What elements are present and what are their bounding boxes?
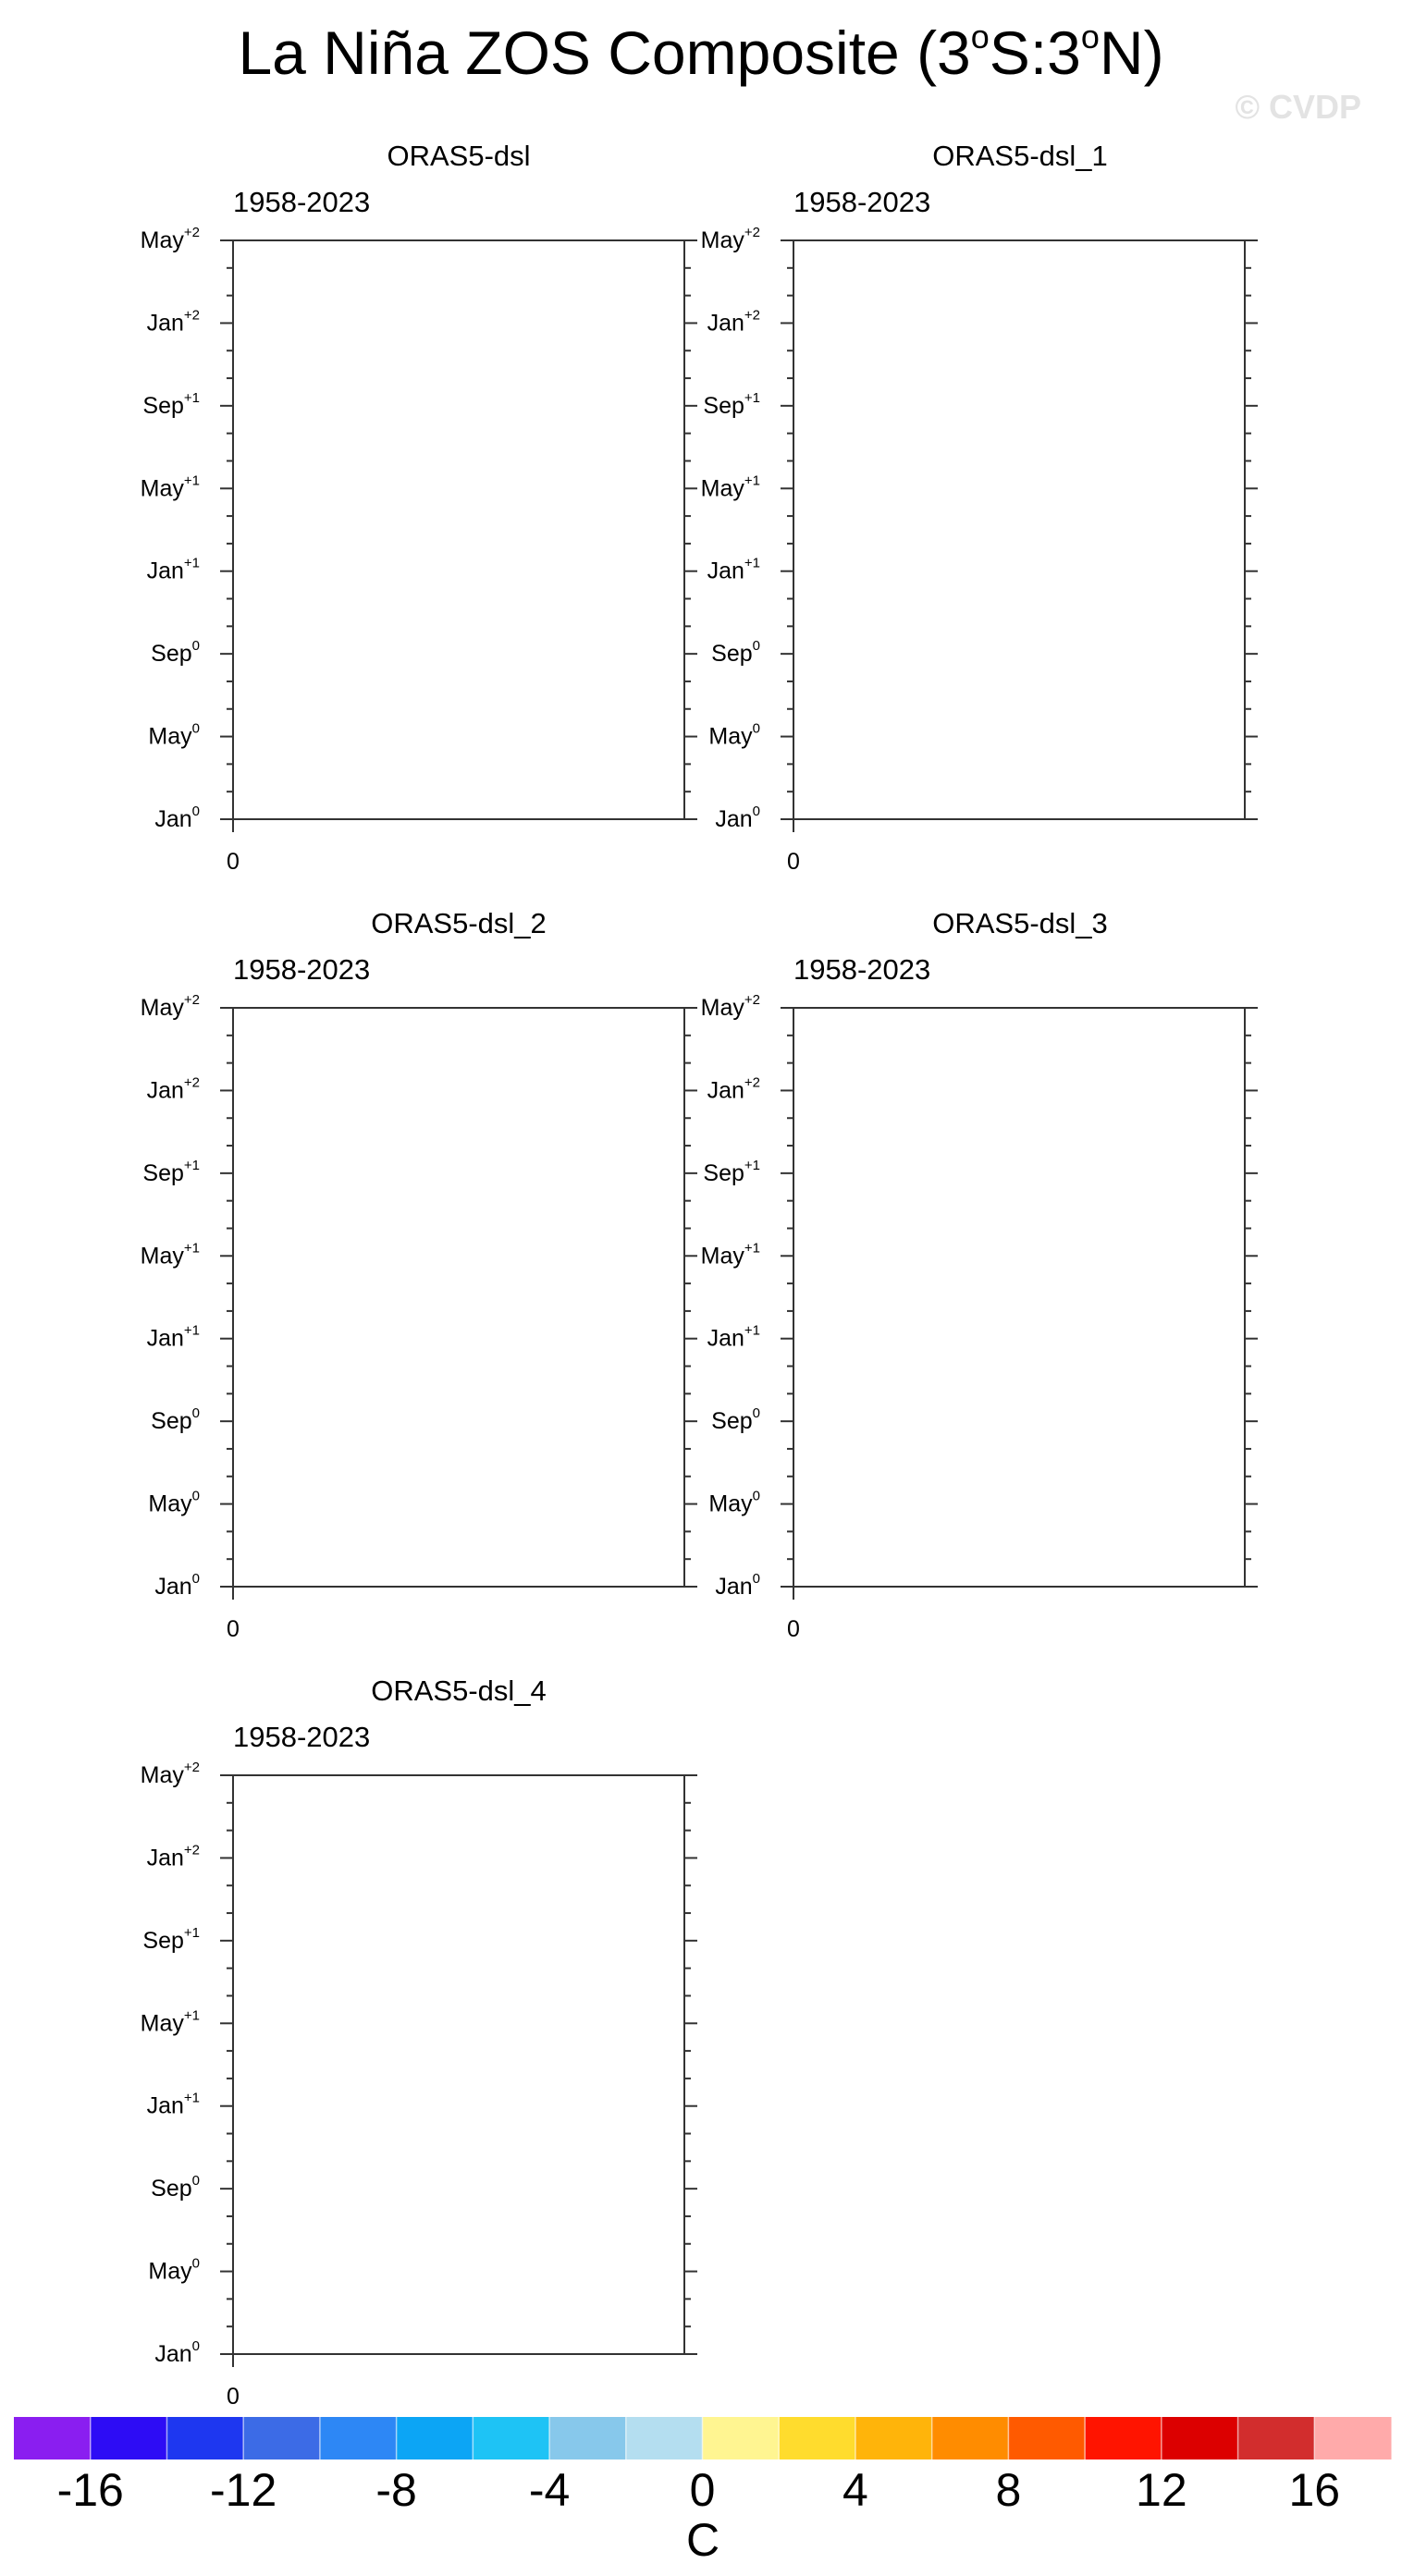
y-tick-superscript: +2 <box>183 992 200 1008</box>
colorbar-swatch <box>549 2417 626 2459</box>
y-tick-superscript: 0 <box>191 2255 200 2272</box>
y-tick-superscript: 0 <box>752 1488 760 1504</box>
colorbar-label: -16 <box>56 2464 124 2516</box>
y-tick-superscript: +2 <box>183 307 200 324</box>
y-tick-superscript: +1 <box>183 472 200 489</box>
y-tick-month: Sep <box>142 392 184 419</box>
y-tick-superscript: 0 <box>191 1571 200 1587</box>
colorbar-swatch <box>932 2417 1009 2459</box>
colorbar-label: 12 <box>1136 2464 1187 2516</box>
colorbar-swatch <box>1314 2417 1391 2459</box>
colorbar-swatch <box>166 2417 243 2459</box>
panel-title: ORAS5-dsl_4 <box>371 1674 547 1707</box>
y-tick-month: Jan <box>146 310 184 337</box>
y-tick-month: Sep <box>711 641 753 668</box>
y-tick-month: Sep <box>142 1927 184 1954</box>
colorbar-label: 8 <box>995 2464 1022 2516</box>
colorbar-swatch <box>1162 2417 1238 2459</box>
y-tick-superscript: +1 <box>183 389 200 406</box>
y-tick-month: Jan <box>146 1077 184 1104</box>
y-tick-superscript: +1 <box>744 1240 760 1257</box>
panel-subtitle: 1958-2023 <box>233 186 371 218</box>
y-tick-superscript: +1 <box>183 1157 200 1173</box>
colorbar-swatch <box>703 2417 780 2459</box>
y-tick-month: Sep <box>142 1159 184 1186</box>
colorbar-swatch <box>1238 2417 1315 2459</box>
y-tick-superscript: 0 <box>752 1405 760 1422</box>
y-tick-month: Sep <box>151 641 192 668</box>
panel-subtitle: 1958-2023 <box>233 1721 371 1753</box>
x-tick-label: 0 <box>227 2384 240 2410</box>
colorbar-label: 4 <box>842 2464 868 2516</box>
y-tick-superscript: +2 <box>744 1074 760 1091</box>
y-tick-superscript: 0 <box>752 638 760 655</box>
y-tick-superscript: +1 <box>744 389 760 406</box>
panel-title: ORAS5-dsl_1 <box>932 140 1108 172</box>
colorbar-swatch <box>855 2417 932 2459</box>
colorbar-swatch <box>1085 2417 1162 2459</box>
y-tick-month: May <box>700 995 744 1021</box>
y-tick-superscript: 0 <box>752 1571 760 1587</box>
y-tick-month: May <box>148 723 192 750</box>
y-tick-superscript: 0 <box>191 2173 200 2190</box>
colorbar-label: -12 <box>210 2464 277 2516</box>
watermark: © CVDP <box>1235 88 1361 126</box>
y-tick-month: May <box>140 1243 184 1270</box>
panel-subtitle: 1958-2023 <box>793 953 931 986</box>
y-tick-month: Jan <box>154 806 192 832</box>
y-tick-month: May <box>700 475 744 502</box>
colorbar-swatch <box>1008 2417 1085 2459</box>
y-tick-superscript: +1 <box>744 472 760 489</box>
y-tick-month: Jan <box>154 1574 192 1600</box>
y-tick-month: May <box>148 1490 192 1517</box>
colorbar-label: -4 <box>528 2464 571 2516</box>
y-tick-superscript: +1 <box>183 1924 200 1941</box>
y-tick-superscript: 0 <box>191 803 200 819</box>
colorbar-swatch <box>626 2417 703 2459</box>
y-tick-month: Sep <box>151 1408 192 1435</box>
y-tick-month: Jan <box>146 558 184 584</box>
y-tick-month: Sep <box>151 2176 192 2202</box>
colorbar-swatch <box>779 2417 855 2459</box>
y-tick-superscript: +2 <box>183 1074 200 1091</box>
y-tick-superscript: 0 <box>191 1488 200 1504</box>
y-tick-superscript: +2 <box>744 307 760 324</box>
figure-title <box>238 18 1163 87</box>
y-tick-month: May <box>140 1762 184 1788</box>
y-tick-month: Jan <box>707 310 744 337</box>
y-tick-month: May <box>708 1490 753 1517</box>
colorbar-label: 16 <box>1288 2464 1341 2516</box>
panel-subtitle: 1958-2023 <box>233 953 371 986</box>
y-tick-superscript: +1 <box>183 1240 200 1257</box>
y-tick-month: May <box>148 2258 192 2285</box>
y-tick-month: Jan <box>154 2341 192 2367</box>
y-tick-month: Jan <box>715 1574 753 1600</box>
y-tick-superscript: +1 <box>183 2090 200 2106</box>
y-tick-superscript: +1 <box>183 555 200 571</box>
figure-title-degree-1: o <box>970 18 990 55</box>
colorbar-swatch <box>473 2417 549 2459</box>
y-tick-superscript: 0 <box>191 720 200 737</box>
colorbar-swatch <box>397 2417 473 2459</box>
y-tick-month: May <box>700 1243 744 1270</box>
figure-title-part-3: N) <box>1099 18 1164 87</box>
colorbar-swatch <box>14 2417 91 2459</box>
y-tick-month: Sep <box>703 392 744 419</box>
colorbar-swatch <box>243 2417 320 2459</box>
y-tick-superscript: +1 <box>183 2007 200 2024</box>
panel-subtitle: 1958-2023 <box>793 186 931 218</box>
y-tick-superscript: +2 <box>183 225 200 240</box>
panel-title: ORAS5-dsl <box>387 140 531 172</box>
y-tick-superscript: +2 <box>744 992 760 1008</box>
colorbar-label: -8 <box>375 2464 417 2516</box>
y-tick-superscript: 0 <box>752 803 760 819</box>
y-tick-month: May <box>140 995 184 1021</box>
y-tick-month: May <box>140 2010 184 2037</box>
y-tick-month: Jan <box>707 558 744 584</box>
y-tick-month: Jan <box>146 1845 184 1871</box>
y-tick-month: Sep <box>703 1159 744 1186</box>
y-tick-superscript: +1 <box>183 1322 200 1339</box>
y-tick-superscript: +2 <box>744 225 760 240</box>
x-tick-label: 0 <box>787 1616 800 1642</box>
y-tick-superscript: +1 <box>744 555 760 571</box>
colorbar-swatch <box>91 2417 167 2459</box>
y-tick-month: Jan <box>707 1077 744 1104</box>
y-tick-superscript: 0 <box>191 1405 200 1422</box>
panel-title: ORAS5-dsl_2 <box>371 907 547 939</box>
y-tick-superscript: +1 <box>744 1322 760 1339</box>
y-tick-month: Sep <box>711 1408 753 1435</box>
panel-title: ORAS5-dsl_3 <box>932 907 1108 939</box>
y-tick-month: May <box>140 475 184 502</box>
y-tick-superscript: 0 <box>191 2338 200 2354</box>
colorbar-swatch <box>320 2417 397 2459</box>
colorbar-label: 0 <box>689 2464 716 2516</box>
y-tick-month: May <box>708 723 753 750</box>
y-tick-superscript: 0 <box>191 638 200 655</box>
y-tick-month: Jan <box>146 1325 184 1352</box>
figure-title-degree-2: o <box>1080 18 1100 55</box>
colorbar-unit: C <box>685 2514 720 2566</box>
figure-title-part-2: S:3 <box>989 18 1081 87</box>
y-tick-superscript: +1 <box>744 1157 760 1173</box>
x-tick-label: 0 <box>227 849 240 875</box>
y-tick-month: May <box>700 227 744 253</box>
y-tick-superscript: +2 <box>183 1760 200 1775</box>
y-tick-superscript: +2 <box>183 1842 200 1858</box>
y-tick-superscript: 0 <box>752 720 760 737</box>
figure-title-part-1: La Niña ZOS Composite (3 <box>238 18 971 87</box>
y-tick-month: Jan <box>707 1325 744 1352</box>
y-tick-month: May <box>140 227 184 253</box>
x-tick-label: 0 <box>227 1616 240 1642</box>
y-tick-month: Jan <box>715 806 753 832</box>
y-tick-month: Jan <box>146 2092 184 2119</box>
x-tick-label: 0 <box>787 849 800 875</box>
